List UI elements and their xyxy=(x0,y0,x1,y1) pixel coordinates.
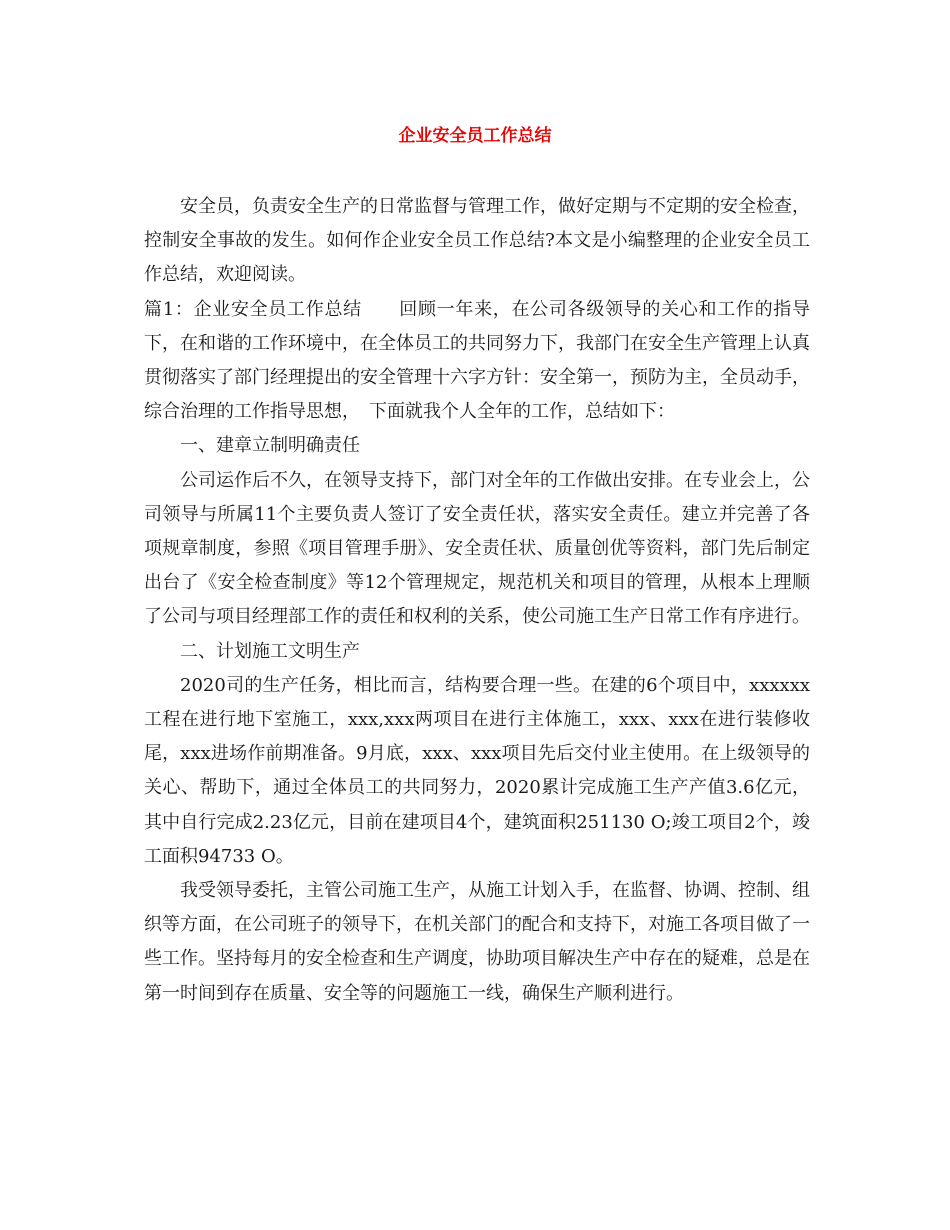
responsibility-paragraph: 公司运作后不久，在领导支持下，部门对全年的工作做出安排。在专业会上，公司领导与所属11个主要负责人签订了安全责任状，落实安全责任。建立并完善了各项规章制度，参照《项目管理手册》、安全责任状、质量创优等资料，部门先后制定出台了《安全检查制度》等12个管理规定，规范机关和项目的管理，从根本上理顺了公司与项目经理部工作的责任和权利的关系，使公司施工生产日常工作有序进行。 xyxy=(144,469,810,628)
document-body xyxy=(144,190,810,1011)
intro-paragraph: 安全员，负责安全生产的日常监督与管理工作，做好定期与不定期的安全检查，控制安全事故的发生。如何作企业安全员工作总结?本文是小编整理的企业安全员工作总结，欢迎阅读。 xyxy=(144,196,810,286)
section-paragraph-1: 篇1：企业安全员工作总结 回顾一年来，在公司各级领导的关心和工作的指导下，在和谐的工作环境中，在全体员工的共同努力下，我部门在安全生产管理上认真贯彻落实了部门经理提出的安全管理十六字方针：安全第一，预防为主，全员动手，综合治理的工作指导思想， 下面就我个人全年的工作，总结如下： xyxy=(144,298,810,423)
production-paragraph: 2020司的生产任务，相比而言，结构要合理一些。在建的6个项目中，xxxxxx工程在进行地下室施工，xxx,xxx两项目在进行主体施工，xxx、xxx在进行装修收尾，xxx进场作前期准备。9月底，xxx、xxx项目先后交付业主使用。在上级领导的关心、帮助下，通过全体员工的共同努力，2020累计完成施工生产产值3.6亿元，其中自行完成2.23亿元，目前在建项目4个，建筑面积251130 O;竣工项目2个，竣工面积94733 O。 xyxy=(144,674,810,867)
document-title: 企业安全员工作总结 xyxy=(398,126,552,146)
supervision-paragraph: 我受领导委托，主管公司施工生产，从施工计划入手，在监督、协调、控制、组织等方面，在公司班子的领导下，在机关部门的配合和支持下，对施工各项目做了一些工作。坚持每月的安全检查和生产调度，协助项目解决生产中存在的疑难，总是在第一时间到存在质量、安全等的问题施工一线，确保生产顺利进行。 xyxy=(144,880,810,1004)
heading-responsibility: 一、建章立制明确责任 xyxy=(180,435,360,457)
heading-production: 二、计划施工文明生产 xyxy=(180,640,360,662)
